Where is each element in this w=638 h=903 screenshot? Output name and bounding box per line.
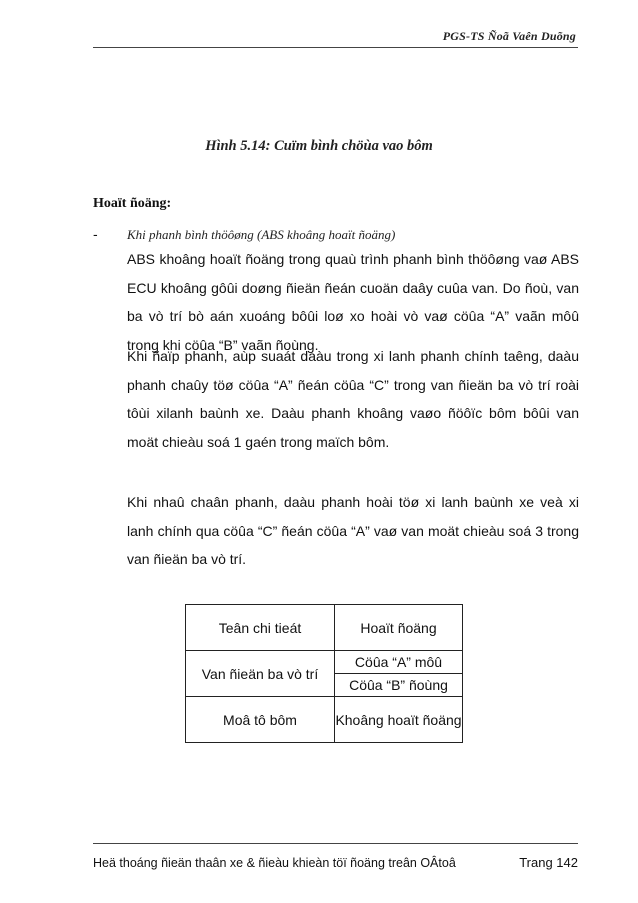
paragraph-brake-pressed: Khi ñaïp phanh, aùp suaát daàu trong xi lanh phanh chính taêng, daàu phanh chaûy töø cöûa “A” ñeán cöûa “C” trong van ñieän ba vò trí roài tôùi xilanh baùnh xe. Daàu phanh khoâng vaøo ñöôïc bôm bôûi van moät chieàu soá 1 gaén trong maïch bôm. bbox=[127, 348, 579, 450]
header-rule bbox=[93, 47, 578, 48]
footer-title: Heä thoáng ñieän thaân xe & ñieàu khieàn töï ñoäng treân OÂtoâ bbox=[93, 856, 456, 870]
header-title: PGS-TS Ñoã Vaên Duõng bbox=[442, 29, 576, 43]
figure-caption: Hình 5.14: Cuïm bình chöùa vao bôm bbox=[205, 138, 433, 154]
table-cell-part: Moâ tô bôm bbox=[186, 697, 335, 743]
table-cell-state: Cöûa “A” môû bbox=[335, 651, 463, 674]
bullet-dash: - bbox=[93, 226, 98, 242]
footer-rule bbox=[93, 843, 578, 844]
bullet-text: Khi phanh bình thöôøng (ABS khoâng hoaït ñoäng) bbox=[127, 227, 396, 242]
paragraph-brake-released: Khi nhaû chaân phanh, daàu phanh hoài töø xi lanh baùnh xe veà xi lanh chính qua cöûa “C” ñeán cöûa “A” vaø van moät chieàu soá 3 trong van ñieän ba vò trí. bbox=[127, 494, 579, 567]
table-header-row bbox=[186, 605, 463, 651]
section-heading: Hoaït ñoäng: bbox=[93, 196, 172, 211]
paragraph-normal-braking: ABS khoâng hoaït ñoäng trong quaù trình phanh bình thöôøng vaø ABS ECU khoâng gôûi doøng ñieän ñeán cuoän daây cuûa van. Do ñoù, van ba vò trí bò aán xuoáng bôûi loø xo hoài vò vaø cöûa “A” vaãn môû trong khi cöûa “B” vaãn ñoùng. bbox=[127, 251, 579, 353]
table-cell-part: Van ñieän ba vò trí bbox=[186, 651, 335, 697]
table-header-operation: Hoaït ñoäng bbox=[335, 605, 463, 651]
table-row bbox=[186, 651, 463, 674]
page-number: Trang 142 bbox=[519, 855, 578, 870]
table-row bbox=[186, 697, 463, 743]
component-table bbox=[185, 604, 463, 743]
table-cell-state: Khoâng hoaït ñoäng bbox=[335, 697, 463, 743]
table-cell-state: Cöûa “B” ñoùng bbox=[335, 674, 463, 697]
table-header-part: Teân chi tieát bbox=[186, 605, 335, 651]
